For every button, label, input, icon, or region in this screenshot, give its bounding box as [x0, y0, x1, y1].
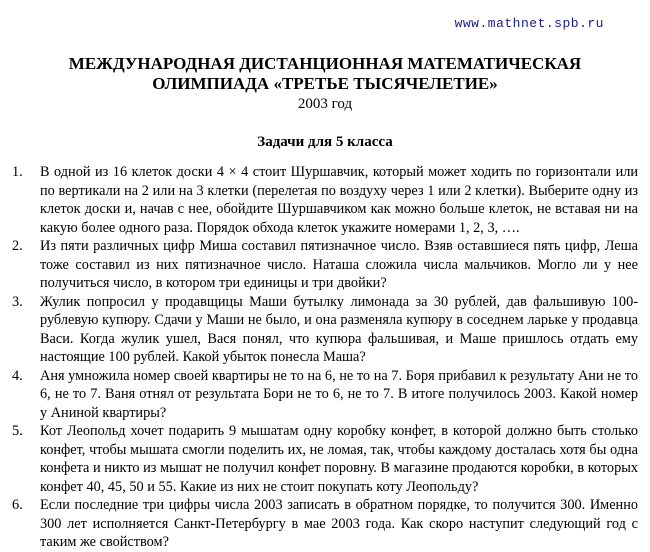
problem-number: 2. [12, 238, 23, 254]
problem-item [12, 367, 638, 423]
problem-text: Если последние три цифры числа 2003 записать в обратном порядке, то получится 300. Именно 300 лет исполняется Санкт-Петербургу в мае 2003 года. Как скоро наступит следующий год с таким же свойством? [40, 497, 638, 550]
year: 2003 год [297, 96, 353, 112]
problem-item [12, 496, 638, 552]
title-line-2: ОЛИМПИАДА «ТРЕТЬЕ ТЫСЯЧЕЛЕТИЕ» [152, 74, 498, 93]
problem-text: Аня умножила номер своей квартиры не то на 6, не то на 7. Боря прибавил к результату Ани не то 6, не то 7. Ваня отнял от результата Бори не то 6, не то 7. В итоге получилось 2003. Какой номер у Аниной квартиры? [40, 367, 638, 421]
problem-number: 4. [12, 367, 23, 384]
problem-list [12, 163, 638, 552]
problem-text: Кот Леопольд хочет подарить 9 мышатам одну коробку конфет, в которой должно быть столько конфет, чтобы мышата смогли поделить их, не ломая, так, чтобы каждому досталась хотя бы одна конфета и никто из мышат не получил конфет поровну. В магазине продаются коробки, в которых конфет 40, 45, 50 и 55. Какие из них не стоит покупать коту Леопольду? [40, 423, 638, 495]
problem-text: Жулик попросил у продавщицы Маши бутылку лимонада за 30 рублей, дав фальшивую 100-рублевую купюру. Сдачи у Маши не было, и она разменяла купюру в соседнем ларьке у продавца Васи. Когда жулик ушел, Вася понял, что купюра фальшивая, и Маше пришлось отдать ему настоящие 100 рублей. Какой убыток понесла Маша? [40, 293, 638, 365]
site-url: www.mathnet.spb.ru [454, 16, 604, 31]
problem-number: 3. [12, 293, 23, 310]
document-title [0, 54, 650, 94]
title-line-1: МЕЖДУНАРОДНАЯ ДИСТАНЦИОННАЯ МАТЕМАТИЧЕСКАЯ [68, 54, 582, 73]
problem-item [12, 293, 638, 367]
problem-text: Из пяти различных цифр Миша составил пятизначное число. Взяв оставшиеся пять цифр, Леша тоже составил из них пятизначное число. Наташа сложила числа мальчиков. Могло ли у нее получиться число, в котором три единицы и три двойки? [40, 238, 638, 291]
problem-number: 5. [12, 423, 23, 439]
problem-text: В одной из 16 клеток доски 4 × 4 стоит Шуршавчик, который может ходить по горизонтали или по вертикали на 2 или на 3 клетки (перелетая по воздуху через 1 или 2 клетки). Выберите одну из клеток доски и, начав с нее, обойдите Шуршавчиком как можно больше клеток, не вставая ни на какую более одного раза. Порядок обхода клеток укажите номерами 1, 2, 3, …. [40, 164, 638, 236]
problem-item [12, 422, 638, 496]
problem-item [12, 163, 638, 237]
problem-number: 6. [12, 497, 23, 513]
problem-number: 1. [12, 164, 23, 180]
section-subtitle: Задачи для 5 класса [257, 134, 393, 150]
problem-item [12, 237, 638, 293]
